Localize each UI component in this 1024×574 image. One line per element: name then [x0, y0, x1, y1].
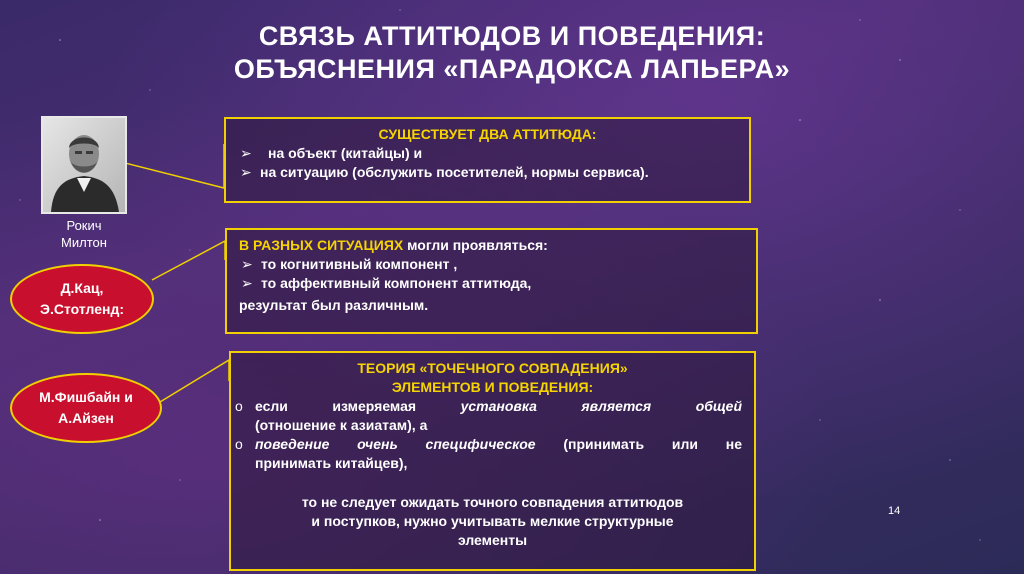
circle-bullet-icon: o [235, 436, 243, 452]
conclusion-line3: элементы [457, 532, 528, 548]
oval-line1: М.Фишбайн и [39, 389, 133, 405]
oval-line2: Э.Стотленд: [39, 301, 124, 317]
portrait-caption-line1: Рокич [66, 218, 102, 233]
conclusion-line2: и поступков, нужно учитывать мелкие структурные [311, 513, 674, 529]
list-item-text-cont: принимать китайцев), [255, 455, 408, 471]
connector-oval2-box3 [160, 360, 229, 402]
item1-text-a: если измеряемая [255, 398, 461, 414]
connector-oval1-box2 [152, 241, 225, 280]
oval-line2: А.Айзен [58, 410, 114, 426]
item2-text-a: поведение очень специфическое [255, 436, 536, 452]
oval-line1: Д.Кац, [60, 280, 104, 296]
list-item-text: на объект (китайцы) и [268, 145, 423, 161]
portrait-photo [41, 116, 127, 214]
arrow-bullet-icon: ➢ [240, 164, 252, 180]
portrait-caption-line2: Милтон [61, 235, 107, 250]
connector-photo-box1 [125, 144, 224, 188]
slide-title-line1: СВЯЗЬ АТТИТЮДОВ И ПОВЕДЕНИЯ: [258, 21, 766, 51]
conclusion-text [243, 493, 742, 550]
portrait-image [43, 118, 125, 212]
authors-oval-fishbein [10, 373, 162, 443]
circle-bullet-icon: o [235, 398, 243, 414]
theory-heading-line1: ТЕОРИЯ «ТОЧЕЧНОГО СОВПАДЕНИЯ» [357, 360, 628, 376]
heading-highlight: В РАЗНЫХ СИТУАЦИЯХ [239, 237, 404, 253]
heading-rest: могли проявляться: [403, 237, 548, 253]
slide-title [0, 20, 1024, 86]
list-item-text: на ситуацию (обслужить посетителей, нормы сервиса). [260, 164, 649, 180]
page-number: 14 [888, 505, 901, 517]
two-attitudes-box [224, 117, 751, 203]
theory-heading-line2: ЭЛЕМЕНТОВ И ПОВЕДЕНИЯ: [391, 379, 594, 395]
list-item-text-cont: (отношение к азиатам), а [255, 417, 428, 433]
item1-text-b: установка является общей [460, 398, 742, 414]
arrow-bullet-icon: ➢ [241, 275, 253, 291]
slide-title-line2: ОБЪЯСНЕНИЯ «ПАРАДОКСА ЛАПЬЕРА» [233, 54, 791, 84]
point-match-theory-box [229, 351, 756, 571]
different-situations-heading [239, 236, 744, 255]
authors-oval-katz [10, 264, 154, 334]
result-text: результат был различным. [239, 297, 429, 313]
list-item [239, 274, 744, 293]
list-item [233, 397, 742, 435]
list-item [239, 255, 744, 274]
arrow-bullet-icon: ➢ [241, 256, 253, 272]
list-item [238, 144, 737, 163]
list-item-text [255, 435, 742, 454]
arrow-bullet-icon: ➢ [240, 145, 252, 161]
list-item [233, 435, 742, 473]
list-item-text: то когнитивный компонент , [261, 256, 458, 272]
conclusion-line1: то не следует ожидать точного совпадения аттитюдов [301, 494, 684, 510]
different-situations-box [225, 228, 758, 334]
list-item [238, 163, 737, 182]
list-item-text [255, 397, 742, 416]
two-attitudes-heading: СУЩЕСТВУЕТ ДВА АТТИТЮДА: [378, 126, 597, 142]
item2-text-b: (принимать или не [535, 436, 743, 452]
portrait-caption [40, 217, 128, 251]
list-item-text: то аффективный компонент аттитюда, [261, 275, 532, 291]
